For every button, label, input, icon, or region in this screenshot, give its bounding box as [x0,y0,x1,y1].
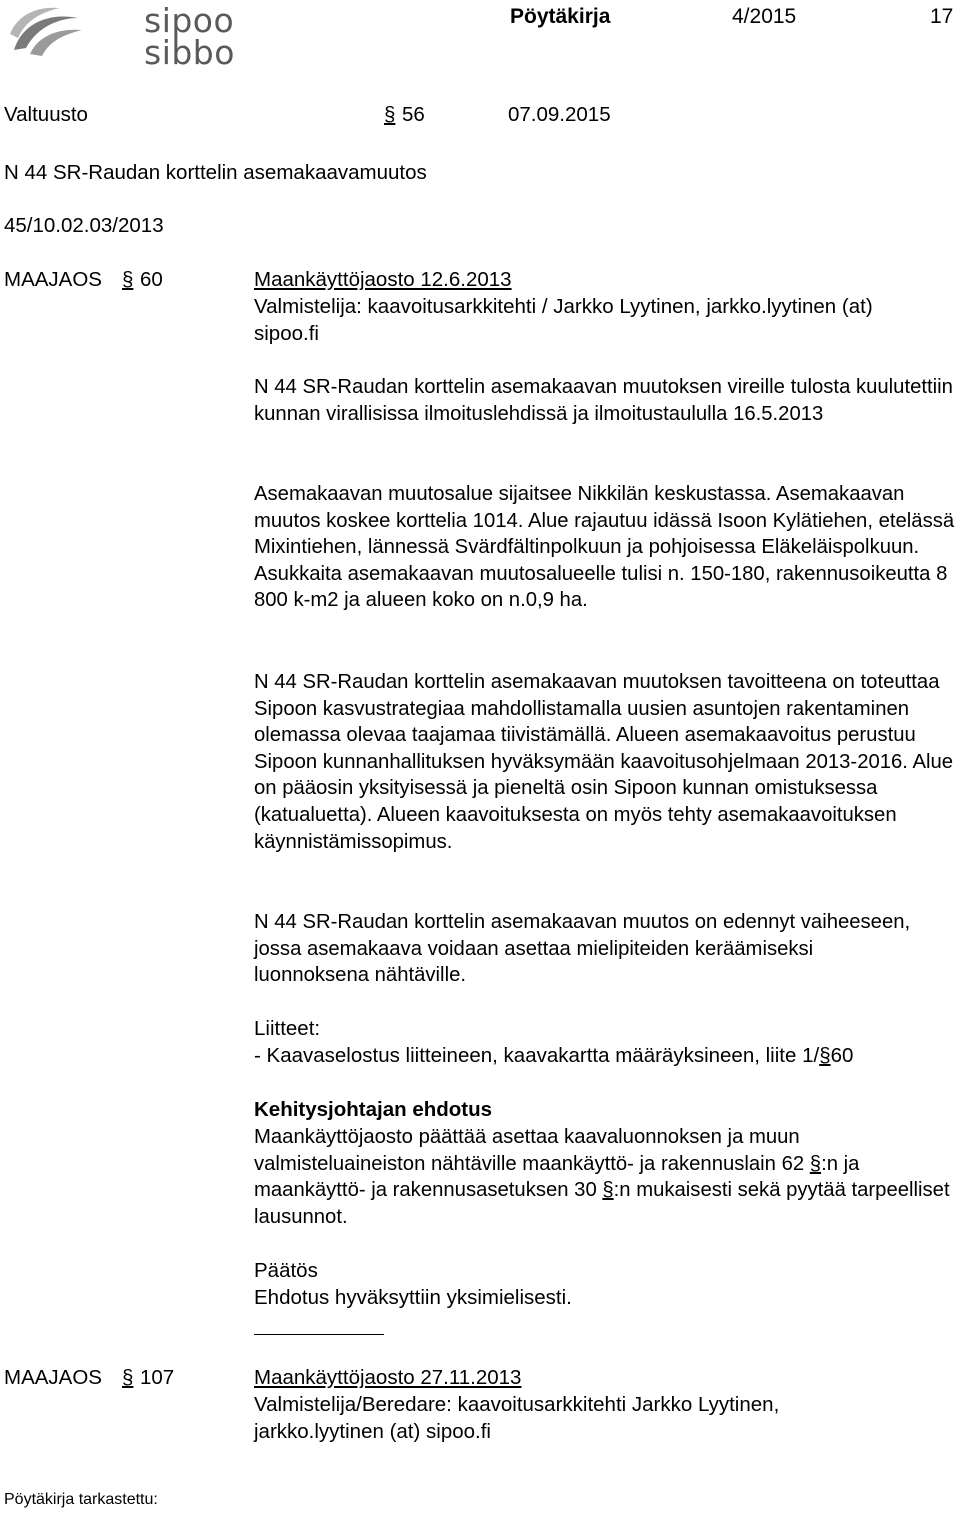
page-number: 17 [930,5,954,28]
logo-swoosh-icon [8,4,88,64]
entry2-ref-number: 107 [140,1366,175,1389]
attachment-section-sign: § [819,1044,831,1067]
logo-text-sipoo: sipoo [144,1,235,40]
decision-text: Ehdotus hyväksyttiin yksimielisesti. [254,1286,572,1309]
attachment-item [254,1043,853,1070]
entry1-preparer-line1: Valmistelija: kaavoitusarkkitehti / Jarkko Lyytinen, jarkko.lyytinen (at) [254,295,873,318]
meeting-body: Valtuusto [4,103,88,126]
paragraph-stage [254,909,914,989]
proposal-text-part2: :n ja maankäyttö- ja rakennusasetuksen 30 [254,1152,860,1202]
entry1-ref-sign: § [122,268,134,291]
issue-number: 4/2015 [732,5,797,28]
entry2-preparer-line1: Valmistelija/Beredare: kaavoitusarkkitehti Jarkko Lyytinen, [254,1393,780,1416]
proposal-text-part3: :n mukaisesti sekä pyytää tarpeelliset lausunnot. [254,1179,950,1228]
section-sign: § [384,103,396,126]
logo-text-sibbo: sibbo [144,33,235,72]
paragraph-goal [254,669,956,855]
section-number: 56 [402,103,425,126]
paragraph-text: N 44 SR-Raudan korttelin asemakaavan muutoksen vireille tulosta kuulutettiin kunnan virallisissa ilmoituslehdissä ja ilmoitustaululla 16.5.2013 [254,376,953,425]
entry2-ref-sign: § [122,1366,134,1389]
paragraph-area [254,481,956,614]
paragraph-text: N 44 SR-Raudan korttelin asemakaavan muutoksen tavoitteena on toteuttaa Sipoon kasvustrategiaa mahdollistamalla uusien asuntojen rakentaminen olemassa olevaa taajamaa tiivistämällä. Alueen asemakaavoitus perustuu Sipoon kunnanhallituksen hyväksymään kaavoitusohjelmaan 2013-2016. Alue on pääosin yksityisessä ja pieneltä osin Sipoon kunnan omistuksessa (katualuetta). Alueen kaavoituksesta on myös tehty asemakaavoituksen käynnistämissopimus. [254,671,954,853]
paragraph-announcement [254,374,954,427]
proposal-text-part1: Maankäyttöjaosto päättää asettaa kaavaluonnoksen ja muun valmisteluaineiston nähtäville maankäyttö- ja rakennuslain 62 [254,1126,810,1175]
entry1-ref-label: MAAJAOS [4,268,102,291]
entry2-ref-label: MAAJAOS [4,1366,102,1389]
record-number: 45/10.02.03/2013 [4,214,164,237]
separator-line [254,1334,384,1335]
entry1-ref-number: 60 [140,268,163,291]
sipoo-logo [8,1,258,72]
attachment-text: - Kaavaselostus liitteineen, kaavakartta määräyksineen, liite 1/ [254,1044,820,1067]
page-title: N 44 SR-Raudan korttelin asemakaavamuutos [4,161,427,184]
doc-type: Pöytäkirja [510,5,611,28]
proposal-heading: Kehitysjohtajan ehdotus [254,1098,493,1121]
entry1-preparer-line2: sipoo.fi [254,322,319,345]
meeting-date: 07.09.2015 [508,103,611,126]
attachment-number: 60 [830,1044,854,1067]
attachments-label: Liitteet: [254,1017,321,1040]
entry1-committee: Maankäyttöjaosto 12.6.2013 [254,268,512,291]
entry2-preparer-line2: jarkko.lyytinen (at) sipoo.fi [254,1420,491,1443]
paragraph-text: Asemakaavan muutosalue sijaitsee Nikkilän keskustassa. Asemakaavan muutos koskee korttelia 1014. Alue rajautuu idässä Isoon Kylätiehen, etelässä Mixintiehen, lännessä Svärdfältinpolkuun ja pohjoisessa Eläkeläispolkuun. Asukkaita asemakaavan muutosalueelle tulisi n. 150-180, rakennusoikeutta 8 800 k-m2 ja alueen koko on n.0,9 ha. [254,483,955,612]
proposal-section-sign-2: § [602,1179,614,1202]
decision-heading: Päätös [254,1259,318,1282]
entry2-committee: Maankäyttöjaosto 27.11.2013 [254,1366,522,1389]
proposal-text [254,1124,954,1230]
footer-checked-label: Pöytäkirja tarkastettu: [4,1491,158,1508]
paragraph-text: N 44 SR-Raudan korttelin asemakaavan muutos on edennyt vaiheeseen, jossa asemakaava voidaan asettaa mielipiteiden keräämiseksi luonnoksena nähtäville. [254,911,911,987]
proposal-section-sign-1: § [809,1152,822,1175]
